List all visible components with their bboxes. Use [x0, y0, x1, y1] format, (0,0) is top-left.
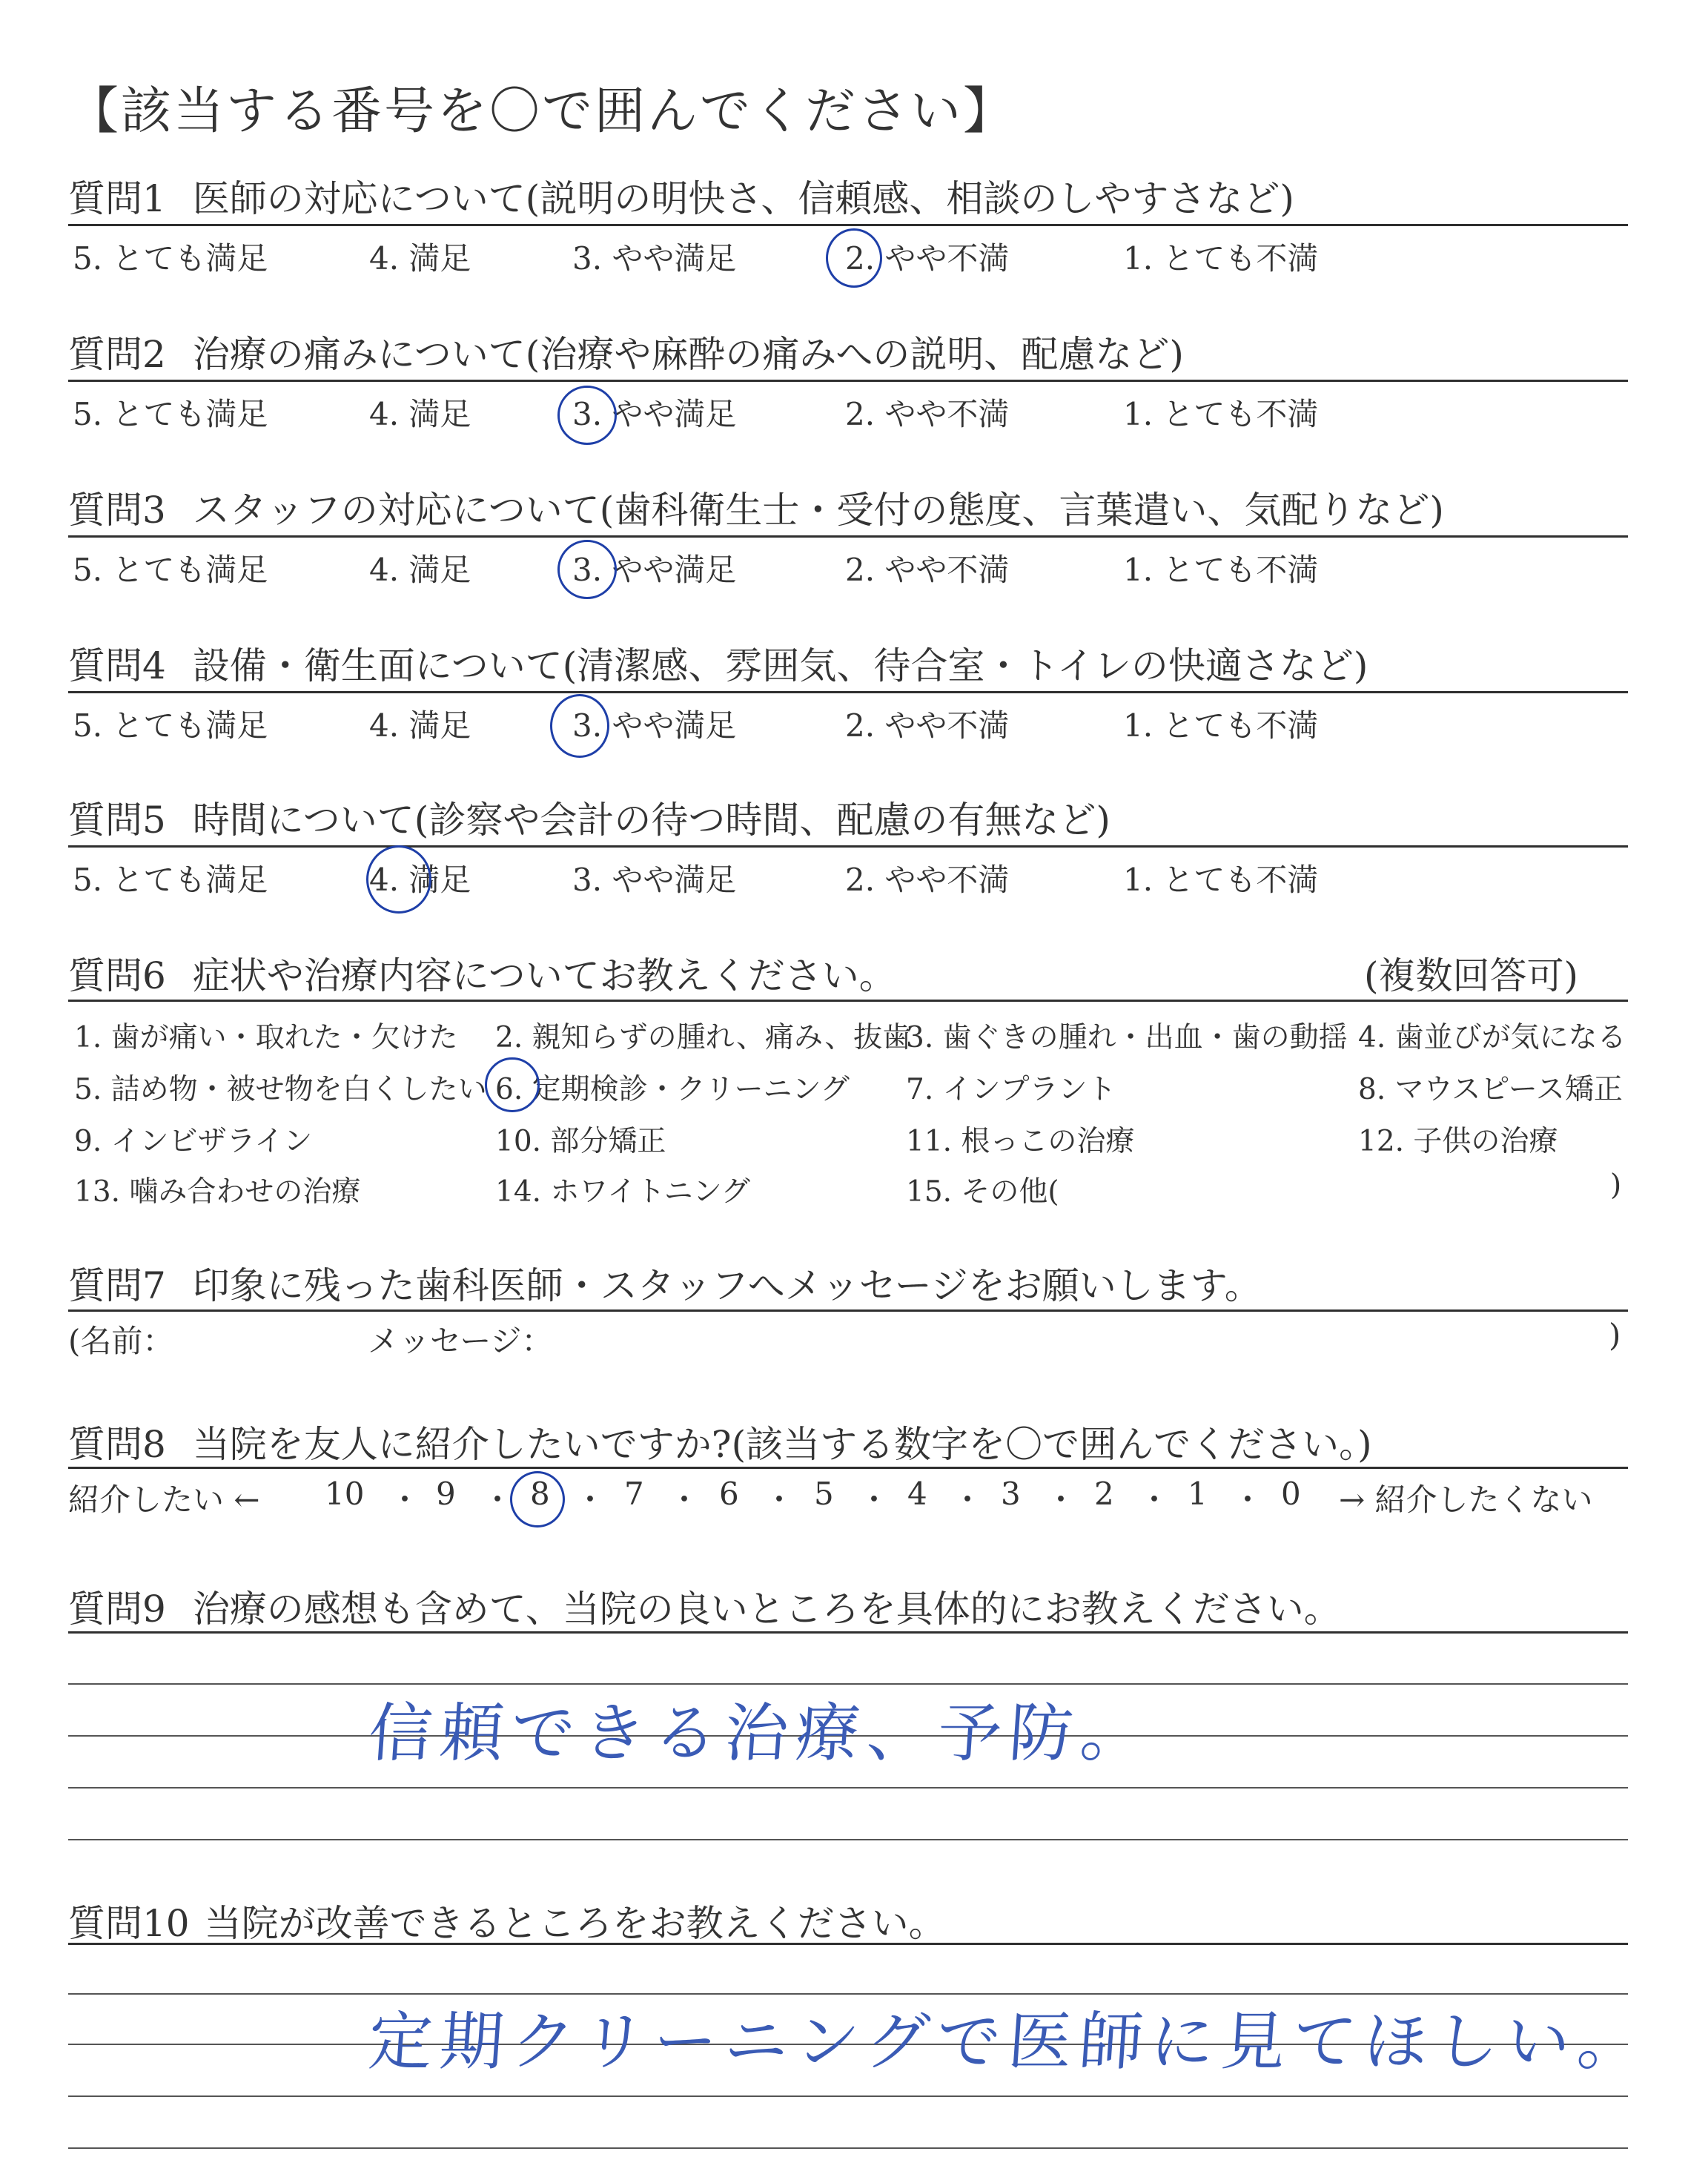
question-number: 質問1: [68, 177, 166, 220]
q2-option-4[interactable]: 4. 満足: [369, 396, 471, 432]
question-text: 時間について(診察や会計の待つ時間、配慮の有無など): [192, 799, 1110, 842]
question-text: 当院が改善できるところをお教えください。: [204, 1902, 946, 1945]
selected-circle-mark: [557, 386, 617, 445]
q5-option-5[interactable]: 5. とても満足: [73, 862, 268, 898]
scale-6[interactable]: 6: [719, 1476, 739, 1512]
q6-option-8[interactable]: 8. マウスピース矯正: [1358, 1073, 1623, 1106]
q1-option-5[interactable]: 5. とても満足: [73, 240, 268, 277]
answer-line: [68, 2147, 1628, 2149]
q6-option-10[interactable]: 10. 部分矯正: [495, 1125, 666, 1158]
scale-9[interactable]: 9: [436, 1476, 456, 1512]
q2-option-2[interactable]: 2. やや不満: [845, 396, 1010, 432]
scale-dot: ・: [389, 1482, 421, 1518]
q3-option-5[interactable]: 5. とても満足: [73, 552, 268, 588]
question-number: 質問4: [68, 644, 166, 687]
q5-option-2[interactable]: 2. やや不満: [845, 862, 1010, 898]
q6-option-13[interactable]: 13. 噛み合わせの治療: [74, 1175, 361, 1209]
divider: [68, 691, 1628, 693]
q1-option-4[interactable]: 4. 満足: [369, 240, 471, 277]
name-field-label: (名前：: [68, 1323, 174, 1359]
answer-line: [68, 2095, 1628, 2097]
question-number: 質問3: [68, 489, 166, 532]
q2-option-3[interactable]: 3. やや満足: [572, 396, 737, 432]
scale-7[interactable]: 7: [624, 1476, 644, 1512]
scale-dot: ・: [858, 1482, 890, 1518]
q6-option-9[interactable]: 9. インビザライン: [74, 1125, 313, 1158]
scale-2[interactable]: 2: [1094, 1476, 1114, 1512]
question-number: 質問7: [68, 1264, 166, 1307]
answer-line: [68, 1787, 1628, 1789]
question-1-heading: [68, 169, 1294, 222]
q6-option-11[interactable]: 11. 根っこの治療: [906, 1125, 1135, 1158]
divider: [68, 1000, 1628, 1002]
scale-dot: ・: [952, 1482, 984, 1518]
q6-option-6[interactable]: 6. 定期検診・クリーニング: [495, 1073, 850, 1106]
q9-handwritten-answer: 信頼できる治療、予防。: [365, 1697, 1154, 1771]
question-text: 印象に残った歯科医師・スタッフへメッセージをお願いします。: [192, 1264, 1262, 1307]
q5-option-3[interactable]: 3. やや満足: [572, 862, 737, 898]
q6-option-1[interactable]: 1. 歯が痛い・取れた・欠けた: [74, 1021, 458, 1054]
question-text: 治療の感想も含めて、当院の良いところを具体的にお教えください。: [192, 1588, 1341, 1631]
divider: [68, 1943, 1628, 1945]
q10-handwritten-answer: 定期クリーニングで医師に見てほしい。: [365, 2005, 1652, 2079]
multiple-answers-note: (複数回答可): [1364, 954, 1579, 997]
recommend-right-label: → 紹介したくない: [1339, 1482, 1593, 1518]
q6-option-12[interactable]: 12. 子供の治療: [1358, 1125, 1558, 1158]
divider: [68, 845, 1628, 848]
divider: [68, 1467, 1628, 1469]
question-number: 質問5: [68, 799, 166, 842]
message-close-paren: ): [1609, 1317, 1621, 1353]
question-9-heading: [68, 1579, 1341, 1633]
selected-circle-mark: [366, 845, 431, 914]
question-5-heading: [68, 790, 1110, 844]
form-title: 【該当する番号を〇で囲んでください】: [68, 82, 1016, 141]
question-text: 治療の痛みについて(治療や麻酔の痛みへの説明、配慮など): [192, 333, 1184, 376]
q5-option-4[interactable]: 4. 満足: [369, 862, 471, 898]
question-10-heading: [68, 1894, 946, 1947]
q4-option-1[interactable]: 1. とても不満: [1123, 707, 1319, 744]
q1-option-1[interactable]: 1. とても不満: [1123, 240, 1319, 277]
q4-option-3[interactable]: 3. やや満足: [572, 707, 737, 744]
q2-option-1[interactable]: 1. とても不満: [1123, 396, 1319, 432]
scale-dot: ・: [1045, 1482, 1077, 1518]
selected-circle-mark: [550, 694, 609, 758]
scale-dot: ・: [1232, 1482, 1264, 1518]
selected-circle-mark: [485, 1057, 540, 1112]
question-6-heading: [68, 946, 896, 1000]
selected-circle-mark: [557, 540, 617, 599]
divider: [68, 1631, 1628, 1634]
message-field-label: メッセージ：: [368, 1323, 553, 1359]
question-number: 質問6: [68, 954, 166, 997]
question-7-heading: [68, 1256, 1262, 1309]
scale-dot: ・: [669, 1482, 701, 1518]
question-text: スタッフの対応について(歯科衛生士・受付の態度、言葉遣い、気配りなど): [192, 489, 1444, 532]
q4-option-2[interactable]: 2. やや不満: [845, 707, 1010, 744]
q6-option-15[interactable]: 15. その他(: [906, 1175, 1059, 1209]
scale-5[interactable]: 5: [814, 1476, 834, 1512]
scale-1[interactable]: 1: [1188, 1476, 1208, 1512]
scale-8[interactable]: 8: [530, 1476, 550, 1512]
q6-option-14[interactable]: 14. ホワイトニング: [495, 1175, 750, 1209]
question-number: 質問10: [68, 1902, 190, 1945]
scale-dot: ・: [482, 1482, 514, 1518]
question-4-heading: [68, 636, 1368, 690]
question-text: 設備・衛生面について(清潔感、雰囲気、待合室・トイレの快適さなど): [192, 644, 1368, 687]
scale-10[interactable]: 10: [325, 1476, 365, 1512]
q1-option-2[interactable]: 2. やや不満: [845, 240, 1010, 277]
question-text: 当院を友人に紹介したいですか?(該当する数字を〇で囲んでください。): [192, 1423, 1372, 1466]
divider: [68, 535, 1628, 538]
scale-dot: ・: [575, 1482, 606, 1518]
divider: [68, 224, 1628, 226]
divider: [68, 380, 1628, 382]
divider: [68, 1309, 1628, 1312]
q6-option-5[interactable]: 5. 詰め物・被せ物を白くしたい: [74, 1073, 487, 1106]
q3-option-1[interactable]: 1. とても不満: [1123, 552, 1319, 588]
q2-option-5[interactable]: 5. とても満足: [73, 396, 268, 432]
scale-4[interactable]: 4: [907, 1476, 927, 1512]
scale-3[interactable]: 3: [1001, 1476, 1021, 1512]
answer-line: [68, 1839, 1628, 1840]
q6-option-2[interactable]: 2. 親知らずの腫れ、痛み、抜歯: [495, 1021, 912, 1054]
recommend-left-label: 紹介したい ←: [68, 1482, 260, 1518]
question-2-heading: [68, 325, 1184, 378]
q6-other-close-paren: ): [1610, 1169, 1622, 1202]
selected-circle-mark: [826, 228, 882, 288]
question-number: 質問8: [68, 1423, 166, 1466]
question-number: 質問9: [68, 1588, 166, 1631]
q1-option-3[interactable]: 3. やや満足: [572, 240, 737, 277]
q6-option-4[interactable]: 4. 歯並びが気になる: [1358, 1021, 1626, 1054]
q3-option-2[interactable]: 2. やや不満: [845, 552, 1010, 588]
question-3-heading: [68, 480, 1444, 534]
q3-option-4[interactable]: 4. 満足: [369, 552, 471, 588]
question-text: 症状や治療内容についてお教えください。: [192, 954, 896, 997]
selected-circle-mark: [510, 1471, 565, 1527]
q4-option-5[interactable]: 5. とても満足: [73, 707, 268, 744]
q6-option-3[interactable]: 3. 歯ぐきの腫れ・出血・歯の動揺: [906, 1021, 1348, 1054]
q6-option-7[interactable]: 7. インプラント: [906, 1073, 1116, 1106]
question-number: 質問2: [68, 333, 166, 376]
scale-dot: ・: [1139, 1482, 1171, 1518]
question-text: 医師の対応について(説明の明快さ、信頼感、相談のしやすさなど): [192, 177, 1294, 220]
q3-option-3[interactable]: 3. やや満足: [572, 552, 737, 588]
question-8-heading: [68, 1415, 1372, 1468]
scale-0[interactable]: 0: [1281, 1476, 1301, 1512]
q4-option-4[interactable]: 4. 満足: [369, 707, 471, 744]
q5-option-1[interactable]: 1. とても不満: [1123, 862, 1319, 898]
scale-dot: ・: [764, 1482, 795, 1518]
